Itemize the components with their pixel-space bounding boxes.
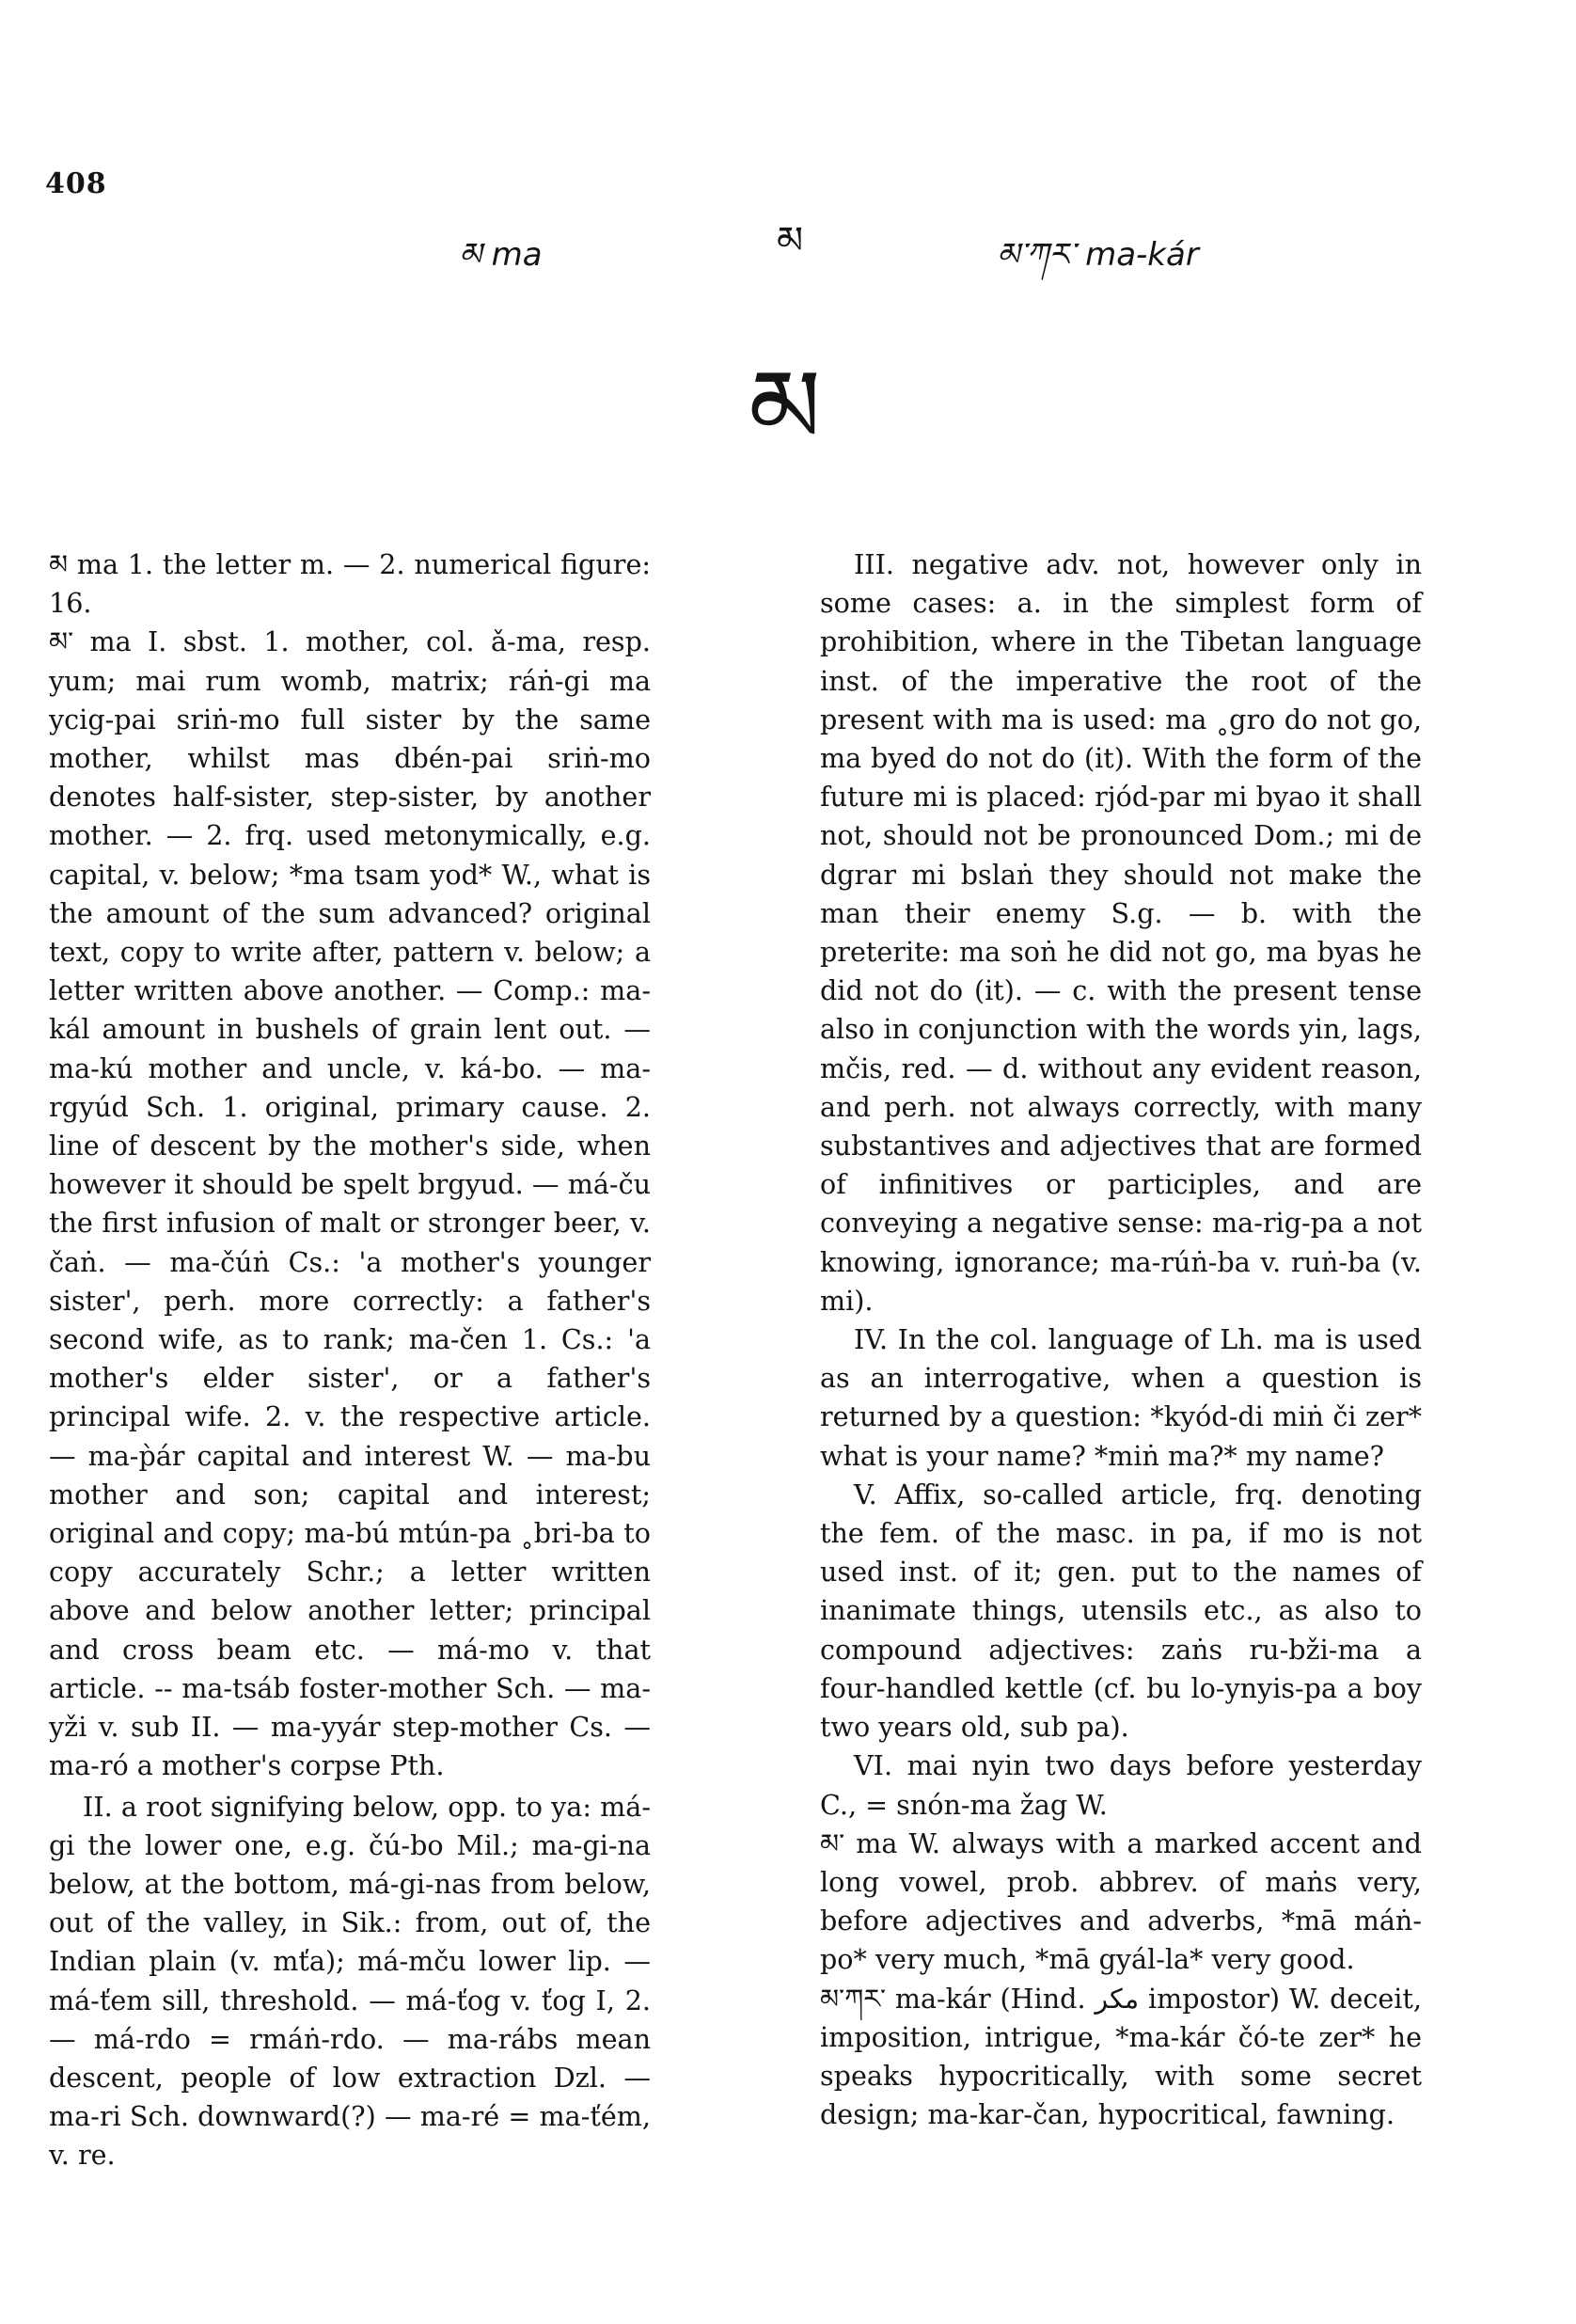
page-number: 408 (45, 167, 107, 200)
entry-ma-affix: V. Affix, so-called article, frq. denoting the fem. of the masc. in pa, if mo is not used inst. of it; gen. put to the names of inanimate things, utensils etc., as also to compound adjectives: zaṅs ru-bži-ma a four-handled kettle (cf. bu lo-ynyis-pa a boy two years old, sub pa). (820, 1478, 1422, 1744)
entry-ma-interrogative: IV. In the col. language of Lh. ma is used as an interrogative, when a question is returned by a question: *kyód-di miṅ či zer* what is your name? *miṅ ma?* my name? (820, 1323, 1422, 1472)
header-center-letter: མ (777, 219, 804, 262)
section-letter: མ (749, 347, 822, 467)
header-right-headword: མ་ཀར་ ma-kár (997, 236, 1199, 274)
header-left-headword: མ ma (459, 236, 543, 274)
entry-ma-very: མ་ ma W. always with a marked accent and long vowel, prob. abbrev. of maṅs very, before adjectives and adverbs, *mā máṅ-po* very much, *mā gyál-la* very good. (820, 1826, 1422, 1976)
entry-mai-nyin: VI. mai nyin two days before yesterday C., = snón-ma žag W. (820, 1749, 1422, 1821)
entry-ma-negative: III. negative adv. not, however only in some cases: a. in the simplest form of prohibition, where in the Tibetan language inst. of the imperative the root of the present with ma is used: ma ˳gro do not go, ma byed do not do (it). With the form of the future mi is placed: rjód-par mi byao it shall not, should not be pronounced Dom.; mi de dgrar mi bslaṅ they should not make the man their enemy S.g. — b. with the preterite: ma soṅ he did not go, ma byas he did not do (it). — c. with the present tense also in conjunction with the words yin, lags, mčis, red. — d. without any evident reason, and perh. not always correctly, with many substantives and adjectives that are formed of infinitives or participles, and are conveying a negative sense: ma-rig-pa a not knowing, ignorance; ma-rúṅ-ba v. ruṅ-ba (v. mi). (820, 548, 1422, 1317)
right-column (820, 545, 1422, 2134)
entry-ma-below: II. a root signifying below, opp. to ya: má-gi the lower one, e.g. čú-bo Mil.; ma-gi-na below, at the bottom, má-gi-nas from below, out of the valley, in Sik.: from, out of, the Indian plain (v. mťa); má-mču lower lip. — má-ťem sill, threshold. — má-ťog v. ťog I, 2. — má-rdo = rmáṅ-rdo. — ma-rábs mean descent, people of low extraction Dzl. — ma-ri Sch. downward(?) — ma-ré = ma-ťém, v. re. (49, 1790, 651, 2172)
running-header (0, 198, 1576, 274)
entry-ma-mother: མ་ ma I. sbst. 1. mother, col. ǎ-ma, resp. yum; mai rum womb, matrix; ráṅ-gi ma ycig-pai sriṅ-mo full sister by the same mother, whilst mas dbén-pai sriṅ-mo denotes half-sister, step-sister, by another mother. — 2. frq. used metonymically, e.g. capital, v. below; *ma tsam yod* W., what is the amount of the sum advanced? original text, copy to write after, pattern v. below; a letter written above another. — Comp.: ma-kál amount in bushels of grain lent out. — ma-kú mother and uncle, v. ká-bo. — ma-rgyúd Sch. 1. original, primary cause. 2. line of descent by the mother's side, when however it should be spelt brgyud. — má-ču the first infusion of malt or stronger beer, v. čaṅ. — ma-čúṅ Cs.: 'a mother's younger sister', perh. more correctly: a father's second wife, as to rank; ma-čen 1. Cs.: 'a mother's elder sister', or a father's principal wife. 2. v. the respective article. — ma-p̀ár capital and interest W. — ma-bu mother and son; capital and interest; original and copy; ma-bú mtún-pa ˳bri-ba to copy accurately Schr.; a letter written above and below another letter; principal and cross beam etc. — má-mo v. that article. -- ma-tsáb foster-mother Sch. — ma-yži v. sub II. — ma-yyár step-mother Cs. — ma-ró a mother's corpse Pth. (49, 625, 651, 1782)
left-column (49, 545, 651, 2175)
entry-ma-letter: མ ma 1. the letter m. — 2. numerical figure: 16. (49, 548, 651, 620)
entry-ma-kar: མ་ཀར་ ma-kár (Hind. مكر impostor) W. deceit, imposition, intrigue, *ma-kár čó-te zer* he speaks hypocritically, with some secret design; ma-kar-čan, hypocritical, fawning. (820, 1982, 1422, 2131)
